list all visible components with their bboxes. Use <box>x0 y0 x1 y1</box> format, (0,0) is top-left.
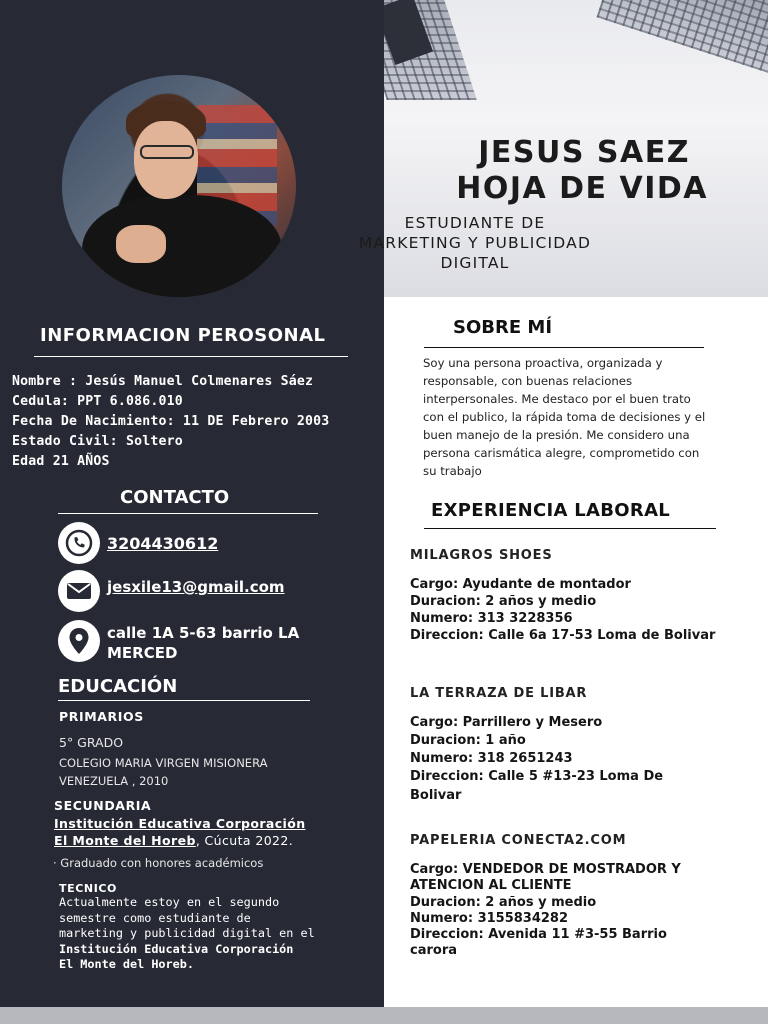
education-technical-text <box>59 895 315 973</box>
job-line: Numero: 313 3228356 <box>410 611 573 626</box>
footer-bar <box>0 1007 768 1024</box>
about-line: Soy una persona proactiva, organizada y <box>423 356 663 370</box>
header-name: JESUS SAEZ <box>478 135 690 170</box>
personal-info-line: Nombre : Jesús Manuel Colmenares Sáez <box>12 374 314 389</box>
about-text <box>423 354 723 480</box>
job-company: MILAGROS SHOES <box>410 548 553 563</box>
job-line: Direccion: Calle 5 #13-23 Loma De <box>410 769 664 784</box>
about-line: responsable, con buenas relaciones <box>423 374 633 388</box>
phone-icon <box>58 522 100 564</box>
technical-line: semestre como estudiante de <box>59 910 251 925</box>
technical-line: marketing y publicidad digital en el <box>59 926 315 940</box>
header-subtitle-line: ESTUDIANTE DE <box>404 214 546 232</box>
technical-line: Actualmente estoy en el segundo <box>59 895 280 909</box>
education-secondary-school-link[interactable] <box>54 816 306 831</box>
job-line: Numero: 3155834282 <box>410 911 569 926</box>
location-pin-icon <box>58 620 100 662</box>
contact-address-line1: calle 1A 5-63 barrio LA <box>107 624 300 642</box>
education-primary-school: COLEGIO MARIA VIRGEN MISIONERA <box>59 756 268 770</box>
contact-address-line2: MERCED <box>107 644 178 662</box>
job-company: PAPELERIA CONECTA2.COM <box>410 833 627 848</box>
education-secondary-note: · Graduado con honores académicos <box>53 856 264 870</box>
photo-face <box>134 121 198 199</box>
experience-title: EXPERIENCIA LABORAL <box>431 500 671 521</box>
personal-info-line: Edad 21 AÑOS <box>12 454 110 469</box>
personal-info-line: Cedula: PPT 6.086.010 <box>12 394 183 409</box>
header-doc-title: HOJA DE VIDA <box>456 171 708 206</box>
experience-divider <box>424 528 716 529</box>
contact-title: CONTACTO <box>120 487 230 508</box>
job-line: Bolivar <box>410 788 462 803</box>
personal-info-line: Estado Civil: Soltero <box>12 434 183 449</box>
technical-bold-line: El Monte del Horeb. <box>59 957 194 971</box>
contact-address <box>107 623 299 663</box>
about-line: interpersonales. Me destaco por el buen trato <box>423 392 691 406</box>
job-line: Direccion: Calle 6a 17-53 Loma de Bolivar <box>410 628 716 643</box>
personal-info-title: INFORMACION PEROSONAL <box>40 325 326 346</box>
secondary-school-line1[interactable]: Institución Educativa Corporación <box>54 816 306 831</box>
job-line: Cargo: Ayudante de montador <box>410 577 631 592</box>
personal-info-divider <box>34 356 348 357</box>
job-line: Cargo: Parrillero y Mesero <box>410 715 603 730</box>
job-company: LA TERRAZA DE LIBAR <box>410 686 588 701</box>
photo-hand <box>116 225 166 263</box>
contact-divider <box>58 513 318 514</box>
left-sidebar <box>0 0 384 1007</box>
education-divider <box>58 700 310 701</box>
about-line: persona carismática alegre, comprometido con <box>423 446 700 460</box>
education-title: EDUCACIÓN <box>58 676 178 697</box>
job-line: ATENCION AL CLIENTE <box>410 878 572 893</box>
education-secondary-school-line2 <box>54 833 293 848</box>
contact-email-link[interactable]: jesxile13@gmail.com <box>107 578 285 596</box>
education-primary-heading: PRIMARIOS <box>59 709 144 724</box>
technical-bold-line: Institución Educativa Corporación <box>59 941 294 956</box>
personal-info-line: Fecha De Nacimiento: 11 DE Febrero 2003 <box>12 414 330 429</box>
about-title: SOBRE MÍ <box>453 317 553 338</box>
job-line: Duracion: 2 años y medio <box>410 895 597 910</box>
photo-glasses <box>140 145 194 159</box>
job-line: Duracion: 1 año <box>410 733 526 748</box>
about-line: buen manejo de la presión. Me considero una <box>423 428 690 442</box>
secondary-school-city-year: , Cúcuta 2022. <box>195 833 294 848</box>
about-line: su trabajo <box>423 464 482 478</box>
contact-phone-link[interactable]: 3204430612 <box>107 534 219 553</box>
education-primary-grade: 5° GRADO <box>59 735 124 750</box>
education-technical-heading: TECNICO <box>59 882 118 895</box>
job-line: Duracion: 2 años y medio <box>410 594 597 609</box>
header-subtitle-line: MARKETING Y PUBLICIDAD <box>358 234 592 252</box>
education-secondary-heading: SECUNDARIA <box>54 798 152 813</box>
job-line: Numero: 318 2651243 <box>410 751 573 766</box>
about-line: con el publico, la rápida toma de decisiones y el <box>423 410 706 424</box>
building-top <box>597 0 768 79</box>
education-primary-location: VENEZUELA , 2010 <box>59 774 169 788</box>
about-divider <box>424 347 704 348</box>
secondary-school-link[interactable]: El Monte del Horeb <box>54 833 196 848</box>
job-line: carora <box>410 943 458 958</box>
job-line: Direccion: Avenida 11 #3-55 Barrio <box>410 927 667 942</box>
mail-icon <box>58 570 100 612</box>
header-subtitle-line: DIGITAL <box>440 254 510 272</box>
job-line: Cargo: VENDEDOR DE MOSTRADOR Y <box>410 862 681 877</box>
